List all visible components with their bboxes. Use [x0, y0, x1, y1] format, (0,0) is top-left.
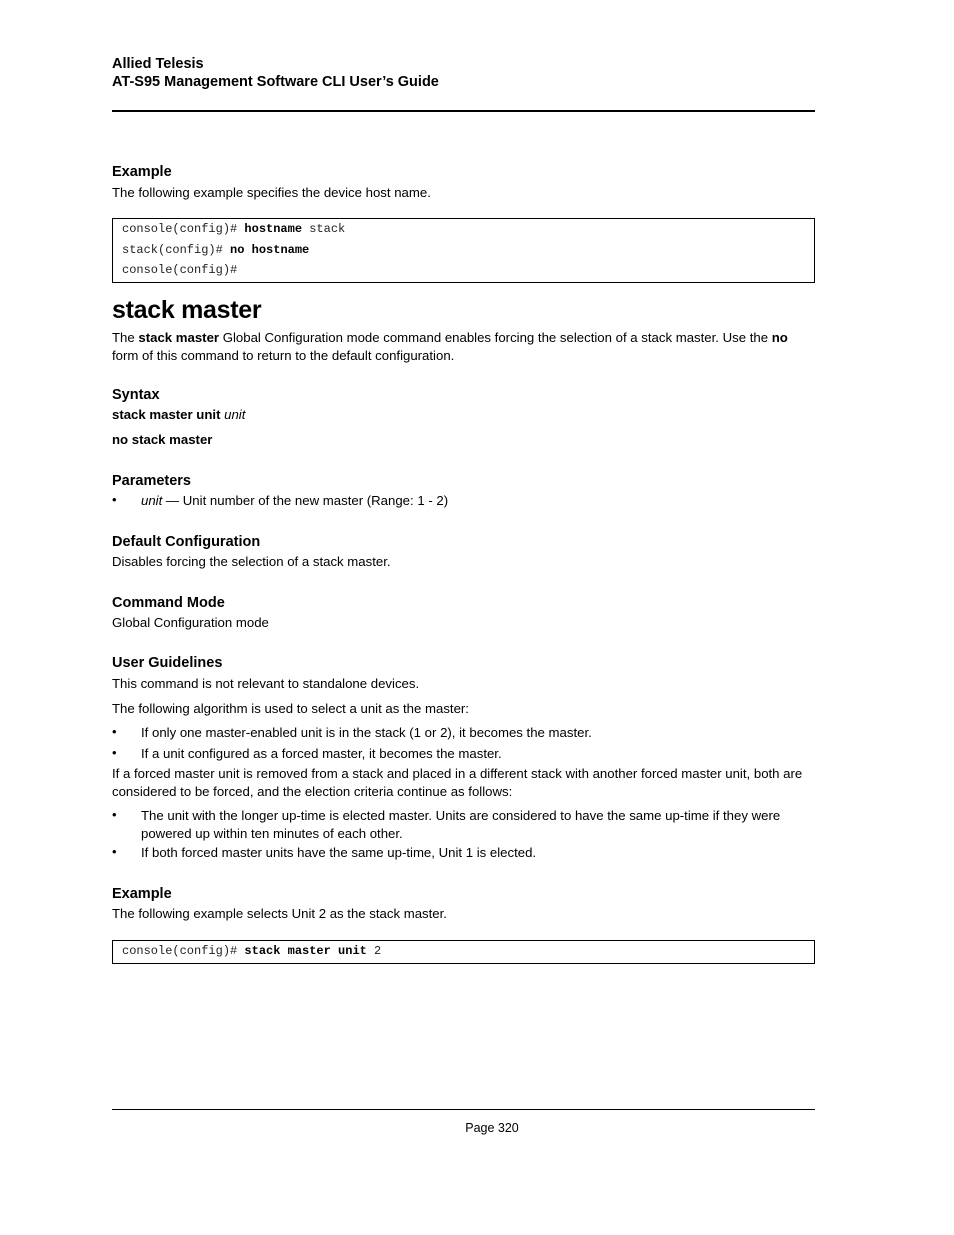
syntax-line: stack master unit unit — [112, 407, 246, 422]
bullet-marker: • — [112, 807, 117, 822]
example-heading: Example — [112, 886, 172, 902]
code-line: console(config)# — [122, 263, 238, 277]
list-item: If both forced master units have the same up-time, Unit 1 is elected. — [141, 845, 537, 860]
bullet-marker: • — [112, 724, 117, 739]
list-item: If a unit configured as a forced master, it becomes the master. — [141, 746, 502, 761]
command-title: stack master — [112, 296, 262, 324]
example-text: The following example specifies the device host name. — [112, 185, 431, 200]
bullet-marker: • — [112, 745, 117, 760]
bullet-marker: • — [112, 844, 117, 859]
parameters-heading: Parameters — [112, 473, 191, 489]
footer-rule — [112, 1109, 815, 1110]
example-text: The following example selects Unit 2 as the stack master. — [112, 906, 447, 921]
header-company: Allied Telesis — [112, 56, 204, 72]
parameter-item: unit — Unit number of the new master (Range: 1 - 2) — [141, 493, 449, 508]
header-guide-title: AT-S95 Management Software CLI User’s Guide — [112, 74, 439, 90]
default-config-text: Disables forcing the selection of a stack master. — [112, 554, 391, 569]
page-number: Page 320 — [465, 1121, 519, 1135]
guidelines-paragraph: If a forced master unit is removed from a stack and placed in a different stack with another forced master unit, both are considered to be forced, and the election criteria continue as follows: — [112, 766, 803, 799]
code-line: console(config)# hostname stack — [122, 222, 346, 236]
list-item: If only one master-enabled unit is in the stack (1 or 2), it becomes the master. — [141, 725, 592, 740]
command-description: The stack master Global Configuration mode command enables forcing the selection of a stack master. Use the no form of this command to return to the default configuration. — [112, 330, 788, 363]
guidelines-paragraph: The following algorithm is used to select a unit as the master: — [112, 701, 469, 716]
syntax-line: no stack master — [112, 432, 213, 447]
bullet-marker: • — [112, 492, 117, 507]
example-heading: Example — [112, 164, 172, 180]
guidelines-paragraph: This command is not relevant to standalone devices. — [112, 676, 420, 691]
code-block — [112, 218, 815, 283]
command-mode-heading: Command Mode — [112, 595, 225, 611]
user-guidelines-heading: User Guidelines — [112, 655, 223, 671]
code-line: stack(config)# no hostname — [122, 243, 310, 257]
code-line: console(config)# stack master unit 2 — [122, 944, 382, 958]
code-block — [112, 940, 815, 964]
syntax-heading: Syntax — [112, 387, 160, 403]
command-mode-text: Global Configuration mode — [112, 615, 269, 630]
default-config-heading: Default Configuration — [112, 534, 261, 550]
header-rule — [112, 110, 815, 112]
list-item: The unit with the longer up-time is elected master. Units are considered to have the same up-time if they were powered up within ten minutes of each other. — [141, 808, 781, 841]
